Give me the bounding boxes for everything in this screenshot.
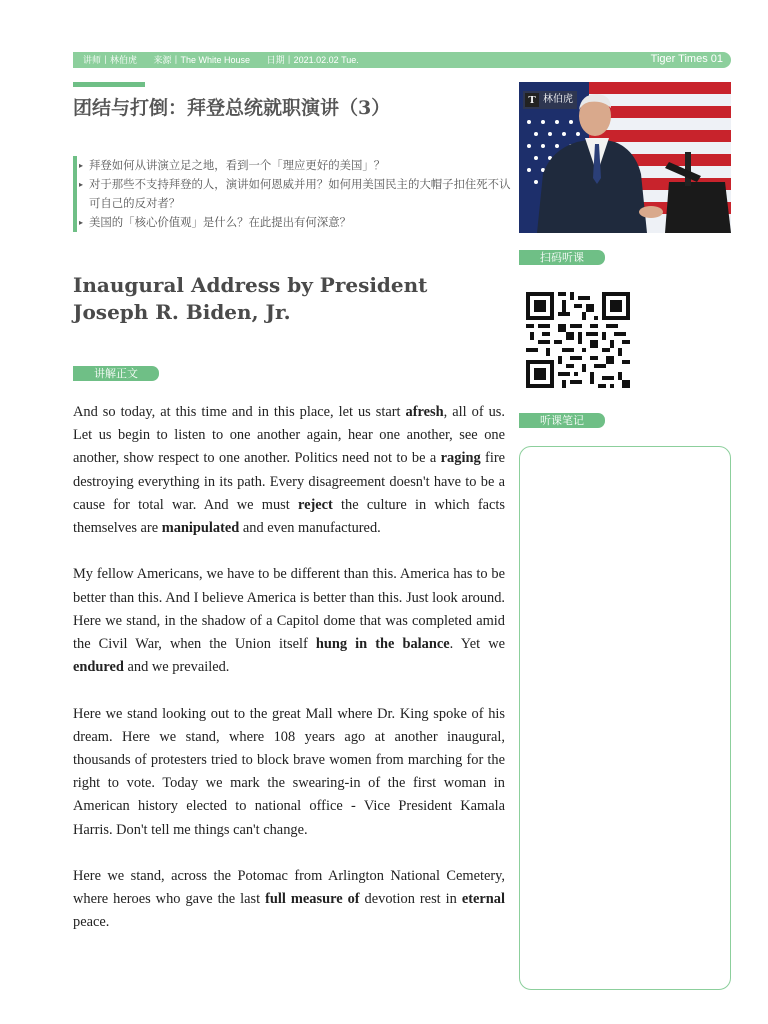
header-lecturer: 讲师丨林伯虎 bbox=[83, 55, 138, 65]
header-date: 日期丨2021.02.02 Tue. bbox=[266, 55, 359, 65]
text-run: fire destroying everything in its path. Every disagreement doesn't have to be a cause for total war. And we must bbox=[73, 450, 506, 513]
highlighted-term: endured bbox=[73, 659, 124, 676]
tiger-times-logo-icon: T bbox=[525, 93, 539, 107]
highlighted-term: full measure of bbox=[265, 891, 360, 908]
text-run: , all of us. Let us begin to listen to one another again, hear one another, see one another, show respect to one another. Politics need not to be a bbox=[73, 404, 505, 467]
text-run: And so today, at this time and in this place, let us start bbox=[73, 404, 406, 420]
photo-tag bbox=[523, 91, 577, 109]
title-accent-bar bbox=[73, 82, 145, 87]
highlighted-term: raging bbox=[440, 450, 481, 467]
photo-tag-label: 林伯虎 bbox=[543, 94, 573, 105]
paragraph bbox=[73, 563, 505, 679]
highlighted-term: hung in the balance bbox=[315, 636, 450, 653]
explanation-text-label: 讲解正文 bbox=[73, 366, 159, 381]
highlighted-term: afresh bbox=[405, 404, 444, 420]
text-run: and we prevailed. bbox=[123, 659, 230, 676]
text-run: Here we stand looking out to the great Mall where Dr. King spoke of his dream. Here we stand, where 108 years ago at another inaugural, thousands of protesters tried to block brave women from marching for the right to vote. Today we mark the swearing-in of the first woman in American history elected to national office - Vice President Kamala Harris. Don't tell me things can't change. bbox=[73, 705, 505, 838]
notes-box[interactable] bbox=[519, 446, 731, 990]
text-run: My fellow Americans, we have to be different than this. America has to be better than this. And I believe America is better than this. Just look around. Here we stand, in the shadow of a Capitol dome that was completed amid the Civil War, when the Union itself bbox=[73, 566, 505, 653]
text-run: . Yet we bbox=[449, 636, 505, 653]
scan-to-listen-label: 扫码听课 bbox=[519, 250, 605, 265]
text-run: and even manufactured. bbox=[239, 520, 381, 537]
header-brand: Tiger Times 01 bbox=[650, 53, 723, 65]
paragraph bbox=[73, 703, 505, 842]
highlighted-term: manipulated bbox=[161, 520, 240, 537]
header-meta bbox=[83, 53, 373, 66]
key-point: ▸ 对于那些不支持拜登的人，演讲如何恩威并用？如何用美国民主的大帽子扣住死不认可自己的反对者？ bbox=[89, 175, 519, 213]
speaker-photo bbox=[519, 82, 731, 233]
header-source: 来源丨The White House bbox=[153, 55, 251, 65]
header-bar bbox=[73, 52, 731, 68]
key-points bbox=[73, 156, 519, 232]
lesson-title: 团结与打倒：拜登总统就职演讲（3） bbox=[73, 97, 391, 119]
key-point: ▸ 美国的「核心价值观」是什么？在此提出有何深意？ bbox=[89, 213, 519, 232]
paragraph bbox=[73, 401, 505, 540]
key-point: ▸ 拜登如何从讲演立足之地，看到一个「理应更好的美国」？ bbox=[89, 156, 519, 175]
paragraph bbox=[73, 865, 505, 935]
lecture-notes-label: 听课笔记 bbox=[519, 413, 605, 428]
highlighted-term: reject bbox=[297, 496, 333, 513]
article-body bbox=[73, 401, 505, 958]
text-run: devotion rest in bbox=[359, 891, 462, 908]
highlighted-term: eternal bbox=[461, 891, 505, 908]
text-run: Here we stand, across the Potomac from Arlington National Cemetery, where heroes who gave the last bbox=[73, 868, 505, 908]
qr-code-icon[interactable] bbox=[526, 292, 630, 388]
article-title: Inaugural Address by President Joseph R. Biden, Jr. bbox=[73, 273, 428, 324]
text-run: peace. bbox=[73, 914, 110, 931]
text-run: the culture in which facts themselves are bbox=[73, 496, 505, 537]
